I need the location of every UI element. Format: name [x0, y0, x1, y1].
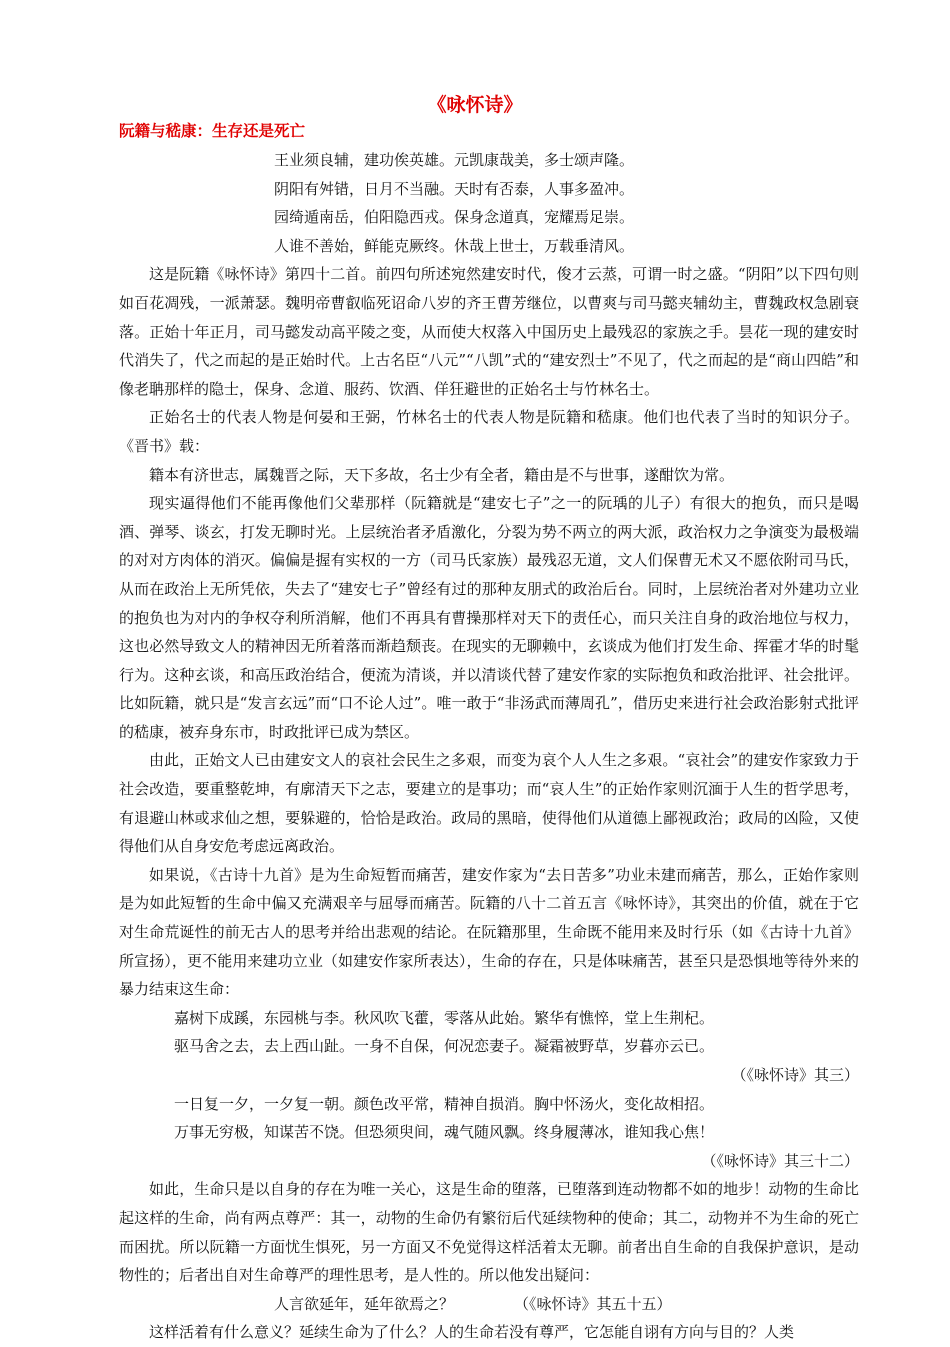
poem-line: 驱马舍之去，去上西山趾。一身不自保，何况恋妻子。凝霜被野草，岁暮亦云已。 [174, 1037, 715, 1056]
section-heading: 阮籍与嵇康：生存还是死亡 [119, 121, 306, 140]
poem-line: 阴阳有舛错，日月不当融。天时有否泰，人事多盈冲。 [274, 179, 635, 198]
poem-line: 万事无穷极，知谋苦不饶。但恐须臾间，魂气随风飘。终身履薄冰，谁知我心焦！ [174, 1123, 715, 1142]
poem-source: （《咏怀诗》其三十二） [701, 1151, 859, 1170]
poem-quote [119, 1290, 859, 1319]
block-quote: 籍本有济世志，属魏晋之际，天下多故，名士少有全者，籍由是不与世事，遂酣饮为常。 [149, 465, 735, 484]
poem-line: 一日复一夕，一夕复一朝。颜色改平常，精神自损消。胸中怀汤火，变化故相招。 [174, 1094, 715, 1113]
poem-line: 人谁不善始，鲜能克厥终。休哉上世士，万载垂清风。 [274, 236, 635, 255]
paragraph: 这是阮籍《咏怀诗》第四十二首。前四句所述宛然建安时代，俊才云蒸，可谓一时之盛。“阴阳”以下四句则如百花凋残，一派萧瑟。魏明帝曹叡临死诏命八岁的齐王曹芳继位，以曹爽与司马懿夹辅幼主，曹魏政权急剧衰落。正始十年正月，司马懿发动高平陵之变，从而使大权落入中国历史上最残忍的家族之手。昙花一现的建安时代消失了，代之而起的是正始时代。上古名臣“八元”“八凯”式的“建安烈士”不见了，代之而起的是“商山四皓”和像老聃那样的隐士，保身、念道、服药、饮酒、佯狂避世的正始名士与竹林名士。 [119, 265, 859, 398]
paragraph: 现实逼得他们不能再像他们父辈那样（阮籍就是“建安七子”之一的阮瑀的儿子）有很大的抱负，而只是喝酒、弹琴、谈玄，打发无聊时光。上层统治者矛盾激化，分裂为势不两立的两大派，政治权力之争演变为最极端的对对方肉体的消灭。偏偏是握有实权的一方（司马氏家族）最残忍无道，文人们保曹无术又不愿依附司马氏，从而在政治上无所凭依，失去了“建安七子”曾经有过的那种友朋式的政治后台。同时，上层统治者对外建功立业的抱负也为对内的争权夺利所消解，他们不再具有曹操那样对天下的责任心，而只关注自身的政治地位与权力，这也必然导致文人的精神因无所着落而渐趋颓丧。在现实的无聊赖中，玄谈成为他们打发生命、挥霍才华的时髦行为。这种玄谈，和高压政治结合，便流为清谈，并以清谈代替了建安作家的实际抱负和政治批评、社会批评。比如阮籍，就只是“发言玄远”而“口不论人过”。唯一敢于“非汤武而薄周孔”，借历史来进行社会政治影射式批评的嵇康，被弃身东市，时政批评已成为禁区。 [119, 494, 859, 741]
poem-line: 园绮遁南岳，伯阳隐西戎。保身念道真，宠耀焉足崇。 [274, 208, 635, 227]
poem-source: （《咏怀诗》其三） [731, 1066, 859, 1084]
paragraph: 如果说，《古诗十九首》是为生命短暂而痛苦，建安作家为“去日苦多”功业未建而痛苦，那么，正始作家则是为如此短暂的生命中偏又充满艰辛与屈辱而痛苦。阮籍的八十二首五言《咏怀诗》，其突出的价值，就在于它对生命荒诞性的前无古人的思考并给出悲观的结论。在阮籍那里，生命既不能用来及时行乐（如《古诗十九首》所宣扬），更不能用来建功立业（如建安作家所表达），生命的存在，只是体味痛苦，甚至只是恐惧地等待外来的暴力结束这生命： [119, 865, 859, 999]
poem-line: 嘉树下成蹊，东园桃与李。秋风吹飞藿，零落从此始。繁华有憔悴，堂上生荆杞。 [174, 1008, 715, 1027]
poem-line: 王业须良辅，建功俟英雄。元凯康哉美，多士颂声隆。 [274, 151, 635, 169]
paragraph: 这样活着有什么意义？延续生命为了什么？人的生命若没有尊严，它怎能自诩有方向与目的？人类 [149, 1323, 795, 1342]
article-body [119, 146, 859, 1347]
quote-source: （《咏怀诗》其五十五） [514, 1294, 672, 1313]
quote-text: 人言欲延年，延年欲焉之？ [274, 1294, 455, 1313]
paragraph: 正始名士的代表人物是何晏和王弼，竹林名士的代表人物是阮籍和嵇康。他们也代表了当时的知识分子。《晋书》载： [119, 408, 859, 455]
paragraph: 如此，生命只是以自身的存在为唯一关心，这是生命的堕落，已堕落到连动物都不如的地步！动物的生命比起这样的生命，尚有两点尊严：其一，动物的生命仍有繁衍后代延续物种的使命；其二，动物并不为生命的死亡而困扰。所以阮籍一方面忧生惧死，另一方面又不免觉得这样活着太无聊。前者出自生命的自我保护意识，是动物性的；后者出自对生命尊严的理性思考，是人性的。所以他发出疑问： [119, 1180, 859, 1285]
page-title: 《咏怀诗》 [427, 94, 523, 116]
paragraph: 由此，正始文人已由建安文人的哀社会民生之多艰，而变为哀个人人生之多艰。“哀社会”的建安作家致力于社会改造，要重整乾坤，有廓清天下之志，要建立的是事功；而“哀人生”的正始作家则沉湎于人生的哲学思考，有退避山林或求仙之想，要躲避的，恰恰是政治。政局的黑暗，使得他们从道德上鄙视政治；政局的凶险，又使得他们从自身安危考虑远离政治。 [119, 751, 859, 856]
